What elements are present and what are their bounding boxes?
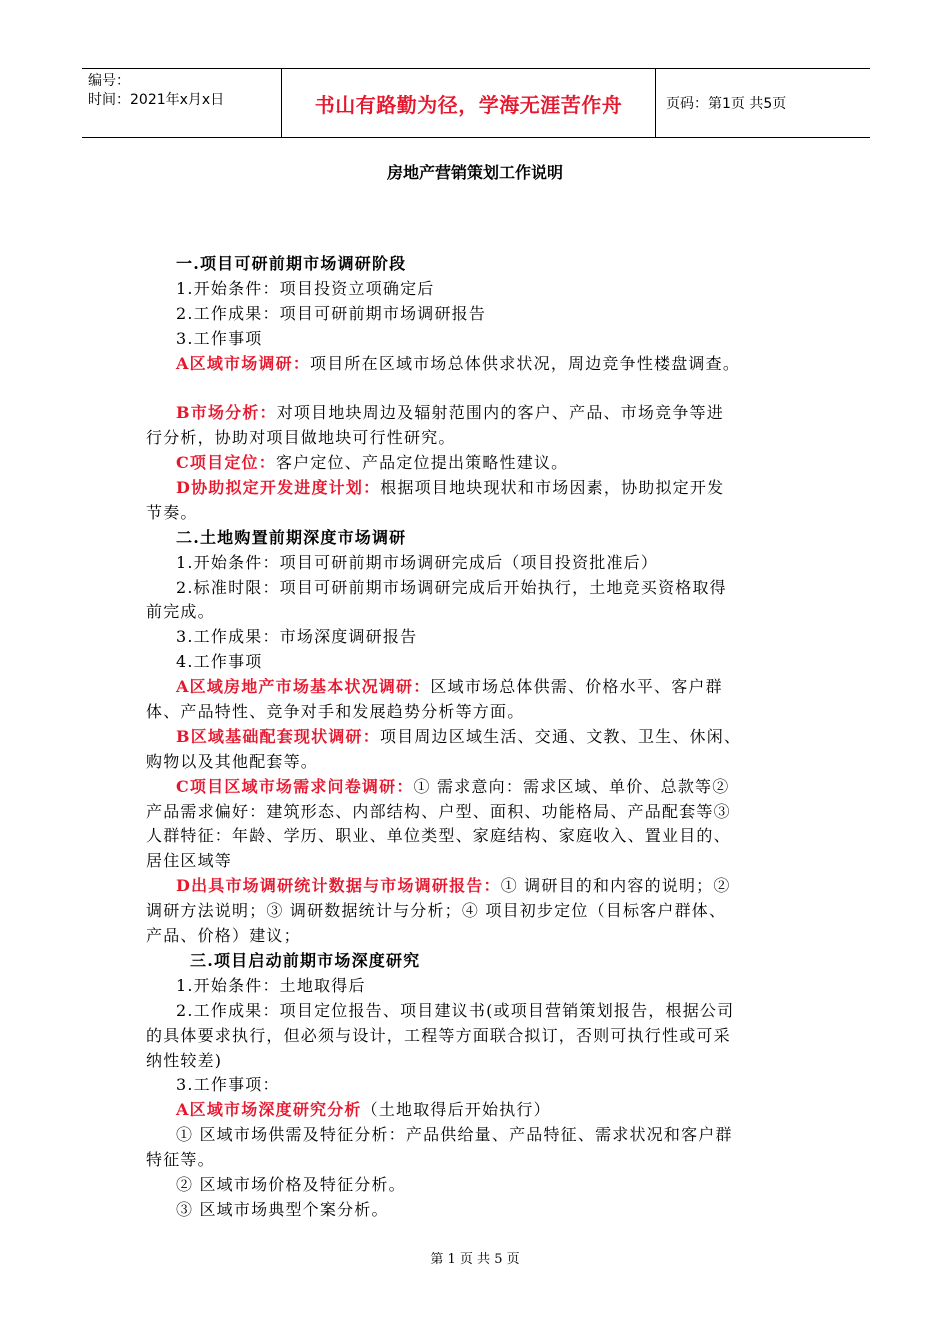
item-label: B区域基础配套现状调研： bbox=[176, 726, 380, 746]
item-label: C项目定位： bbox=[176, 453, 276, 473]
doc-code-label: 编号： bbox=[88, 73, 130, 89]
item-b bbox=[146, 725, 806, 750]
page-header bbox=[82, 68, 870, 138]
item-a bbox=[146, 1098, 806, 1123]
header-page-code: 页码：第1页 共5页 bbox=[666, 96, 787, 112]
item-label: A区域市场深度研究分析 bbox=[176, 1100, 362, 1120]
item-label: C项目区域市场需求问卷调研： bbox=[176, 776, 414, 796]
paragraph-line: 2.工作成果：项目定位报告、项目建议书(或项目营销策划报告，根据公司 bbox=[176, 1000, 735, 1020]
paragraph-line: 2.标准时限：项目可研前期市场调研完成后开始执行，土地竞买资格取得 bbox=[176, 577, 727, 597]
item-text: 根据项目地块现状和市场因素，协助拟定开发 bbox=[380, 478, 725, 498]
item-text: 区域市场总体供需、价格水平、客户群 bbox=[430, 677, 723, 697]
paragraph-line: 行分析，协助对项目做地块可行性研究。 bbox=[146, 428, 456, 448]
paragraph-line: 体、产品特性、竞争对手和发展趋势分析等方面。 bbox=[146, 702, 525, 722]
item-text: （土地取得后开始执行） bbox=[361, 1100, 551, 1120]
paragraph-line: 特征等。 bbox=[146, 1150, 215, 1170]
doc-date: 时间：2021年x月x日 bbox=[88, 92, 225, 108]
paragraph-line: 纳性较差) bbox=[146, 1050, 223, 1070]
paragraph-line: 的具体要求执行，但必须与设计，工程等方面联合拟订，否则可执行性或可采 bbox=[146, 1025, 731, 1045]
paragraph-line: 前完成。 bbox=[146, 602, 215, 622]
spacer bbox=[146, 376, 806, 401]
paragraph-line: 1.开始条件：项目投资立项确定后 bbox=[176, 278, 435, 298]
paragraph-line: 产品、价格）建议； bbox=[146, 926, 301, 946]
item-c bbox=[146, 775, 806, 800]
item-label: D协助拟定开发进度计划： bbox=[176, 478, 381, 498]
paragraph-line: 3.工作事项： bbox=[176, 1075, 280, 1095]
paragraph-line: ② 区域市场价格及特征分析。 bbox=[176, 1174, 406, 1194]
paragraph-line: 调研方法说明；③ 调研数据统计与分析；④ 项目初步定位（目标客户群体、 bbox=[146, 901, 727, 921]
section-heading-2: 二.土地购置前期深度市场调研 bbox=[176, 527, 407, 547]
section-heading-3: 三.项目启动前期市场深度研究 bbox=[190, 950, 421, 970]
item-label: A区域房地产市场基本状况调研： bbox=[176, 677, 431, 697]
header-motto: 书山有路勤为径，学海无涯苦作舟 bbox=[282, 69, 656, 137]
item-a bbox=[146, 675, 806, 700]
page-footer: 第 1 页 共 5 页 bbox=[430, 1252, 520, 1267]
paragraph-line: 节奏。 bbox=[146, 502, 198, 522]
item-label: A区域市场调研： bbox=[176, 353, 311, 373]
item-label: D出具市场调研统计数据与市场调研报告： bbox=[176, 876, 501, 896]
item-label: B市场分析： bbox=[176, 403, 277, 423]
paragraph-line: 3.工作事项 bbox=[176, 328, 263, 348]
item-text: ① 调研目的和内容的说明；② bbox=[500, 876, 731, 896]
paragraph-line: 产品需求偏好：建筑形态、内部结构、户型、面积、功能格局、产品配套等③ bbox=[146, 801, 731, 821]
paragraph-line: 2.工作成果：项目可研前期市场调研报告 bbox=[176, 303, 487, 323]
paragraph-line: 居住区域等 bbox=[146, 851, 233, 871]
item-text: 项目所在区域市场总体供求状况，周边竞争性楼盘调查。 bbox=[310, 353, 741, 373]
item-text: 项目周边区域生活、交通、文教、卫生、休闲、 bbox=[379, 726, 742, 746]
paragraph-line: ③ 区域市场典型个案分析。 bbox=[176, 1199, 389, 1219]
paragraph-line: 1.开始条件：土地取得后 bbox=[176, 975, 366, 995]
paragraph-line: 1.开始条件：项目可研前期市场调研完成后（项目投资批准后） bbox=[176, 552, 659, 572]
item-d bbox=[146, 476, 806, 501]
paragraph-line: 3.工作成果：市场深度调研报告 bbox=[176, 627, 418, 647]
item-d bbox=[146, 874, 806, 899]
item-b bbox=[146, 401, 806, 426]
item-c bbox=[146, 451, 806, 476]
document-title: 房地产营销策划工作说明 bbox=[386, 163, 563, 182]
item-text: 客户定位、产品定位提出策略性建议。 bbox=[275, 453, 569, 473]
header-meta bbox=[82, 69, 282, 137]
paragraph-line: ① 区域市场供需及特征分析：产品供给量、产品特征、需求状况和客户群 bbox=[176, 1125, 733, 1145]
item-a bbox=[146, 352, 806, 377]
paragraph-line: 购物以及其他配套等。 bbox=[146, 751, 319, 771]
item-text: 对项目地块周边及辐射范围内的客户、产品、市场竞争等进 bbox=[276, 403, 724, 423]
paragraph-line: 人群特征：年龄、学历、职业、单位类型、家庭结构、家庭收入、置业目的、 bbox=[146, 826, 731, 846]
item-text: ① 需求意向：需求区域、单价、总款等② bbox=[413, 776, 730, 796]
section-heading-1: 一.项目可研前期市场调研阶段 bbox=[176, 254, 407, 273]
document-body bbox=[146, 252, 806, 1223]
paragraph-line: 4.工作事项 bbox=[176, 652, 263, 672]
